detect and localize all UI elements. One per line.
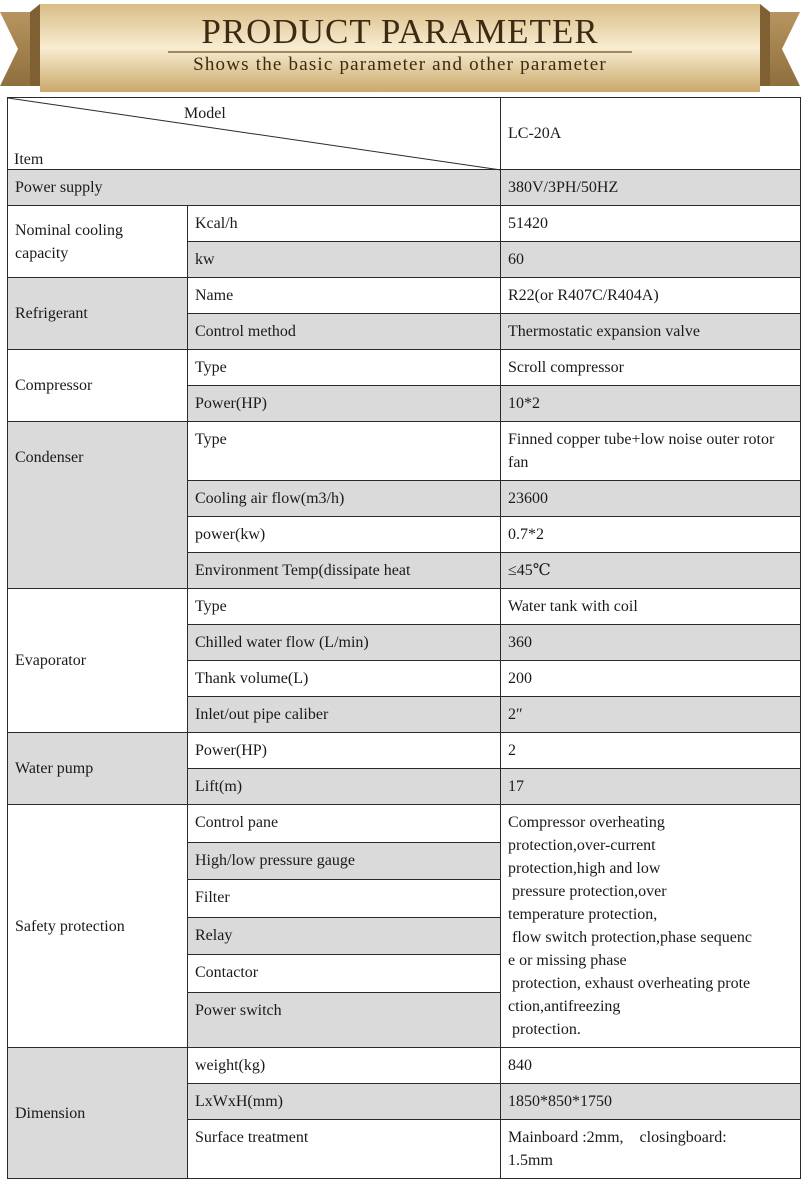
item-label: Item (14, 151, 44, 168)
banner-title: PRODUCT PARAMETER (201, 12, 599, 51)
table-row (8, 278, 801, 314)
row-value: 17 (501, 769, 801, 805)
safety-value: Compressor overheating protection,over-current protection,high and low pressure protection,over temperature protection, flow switch protection,phase sequenc e or missing phase protection, exhaust overheating prote ction,antifreezing protection. (501, 805, 801, 1048)
row-name: Type (188, 422, 501, 481)
table-row (8, 422, 801, 481)
row-value: 360 (501, 625, 801, 661)
row-value: 2″ (501, 697, 801, 733)
row-value: 1850*850*1750 (501, 1084, 801, 1120)
row-value: 840 (501, 1048, 801, 1084)
dimension-label: Dimension (8, 1048, 188, 1179)
row-name: kw (188, 242, 501, 278)
row-name: Control pane (188, 805, 501, 843)
row-name: Type (188, 589, 501, 625)
power-supply-label: Power supply (8, 170, 501, 206)
table-row (8, 350, 801, 386)
model-label: Model (184, 105, 226, 122)
evaporator-label: Evaporator (8, 589, 188, 733)
refrigerant-label: Refrigerant (8, 278, 188, 350)
row-value: 23600 (501, 481, 801, 517)
row-name: Kcal/h (188, 206, 501, 242)
row-value: 51420 (501, 206, 801, 242)
safety-label: Safety protection (8, 805, 188, 1048)
power-supply-value: 380V/3PH/50HZ (501, 170, 801, 206)
row-value: 200 (501, 661, 801, 697)
row-value: Finned copper tube+low noise outer rotor fan (501, 422, 801, 481)
row-name: Relay (188, 917, 501, 955)
row-name: Name (188, 278, 501, 314)
row-name: Power(HP) (188, 386, 501, 422)
row-value: Scroll compressor (501, 350, 801, 386)
table-row (8, 805, 801, 843)
diagonal-divider (8, 98, 501, 170)
row-name: Cooling air flow(m3/h) (188, 481, 501, 517)
cooling-label: Nominal cooling capacity (8, 206, 188, 278)
row-value: ≤45℃ (501, 553, 801, 589)
table-row (8, 1048, 801, 1084)
banner-subtitle: Shows the basic parameter and other parameter (193, 54, 607, 75)
row-name: Type (188, 350, 501, 386)
row-name: High/low pressure gauge (188, 842, 501, 880)
row-value: 0.7*2 (501, 517, 801, 553)
row-name: power(kw) (188, 517, 501, 553)
table-row (8, 733, 801, 769)
parameter-table (7, 97, 801, 1179)
header-diagonal-cell (8, 98, 501, 170)
row-name: Environment Temp(dissipate heat (188, 553, 501, 589)
row-name: Thank volume(L) (188, 661, 501, 697)
row-name: LxWxH(mm) (188, 1084, 501, 1120)
row-name: Inlet/out pipe caliber (188, 697, 501, 733)
row-name: weight(kg) (188, 1048, 501, 1084)
row-name: Filter (188, 880, 501, 918)
table-row (8, 170, 801, 206)
row-name: Control method (188, 314, 501, 350)
row-name: Contactor (188, 955, 501, 993)
condenser-label: Condenser (8, 422, 188, 589)
table-header-row (8, 98, 801, 170)
row-value: Mainboard :2mm, closingboard: 1.5mm (501, 1120, 801, 1179)
banner (0, 0, 800, 96)
row-value: 60 (501, 242, 801, 278)
model-value: LC-20A (501, 98, 801, 170)
row-name: Power switch (188, 992, 501, 1047)
row-name: Lift(m) (188, 769, 501, 805)
row-value: 10*2 (501, 386, 801, 422)
row-name: Chilled water flow (L/min) (188, 625, 501, 661)
row-name: Power(HP) (188, 733, 501, 769)
row-name: Surface treatment (188, 1120, 501, 1179)
table-row (8, 206, 801, 242)
compressor-label: Compressor (8, 350, 188, 422)
table-row (8, 589, 801, 625)
row-value: Water tank with coil (501, 589, 801, 625)
row-value: R22(or R407C/R404A) (501, 278, 801, 314)
water-pump-label: Water pump (8, 733, 188, 805)
parameter-sheet (7, 97, 800, 1169)
row-value: 2 (501, 733, 801, 769)
row-value: Thermostatic expansion valve (501, 314, 801, 350)
